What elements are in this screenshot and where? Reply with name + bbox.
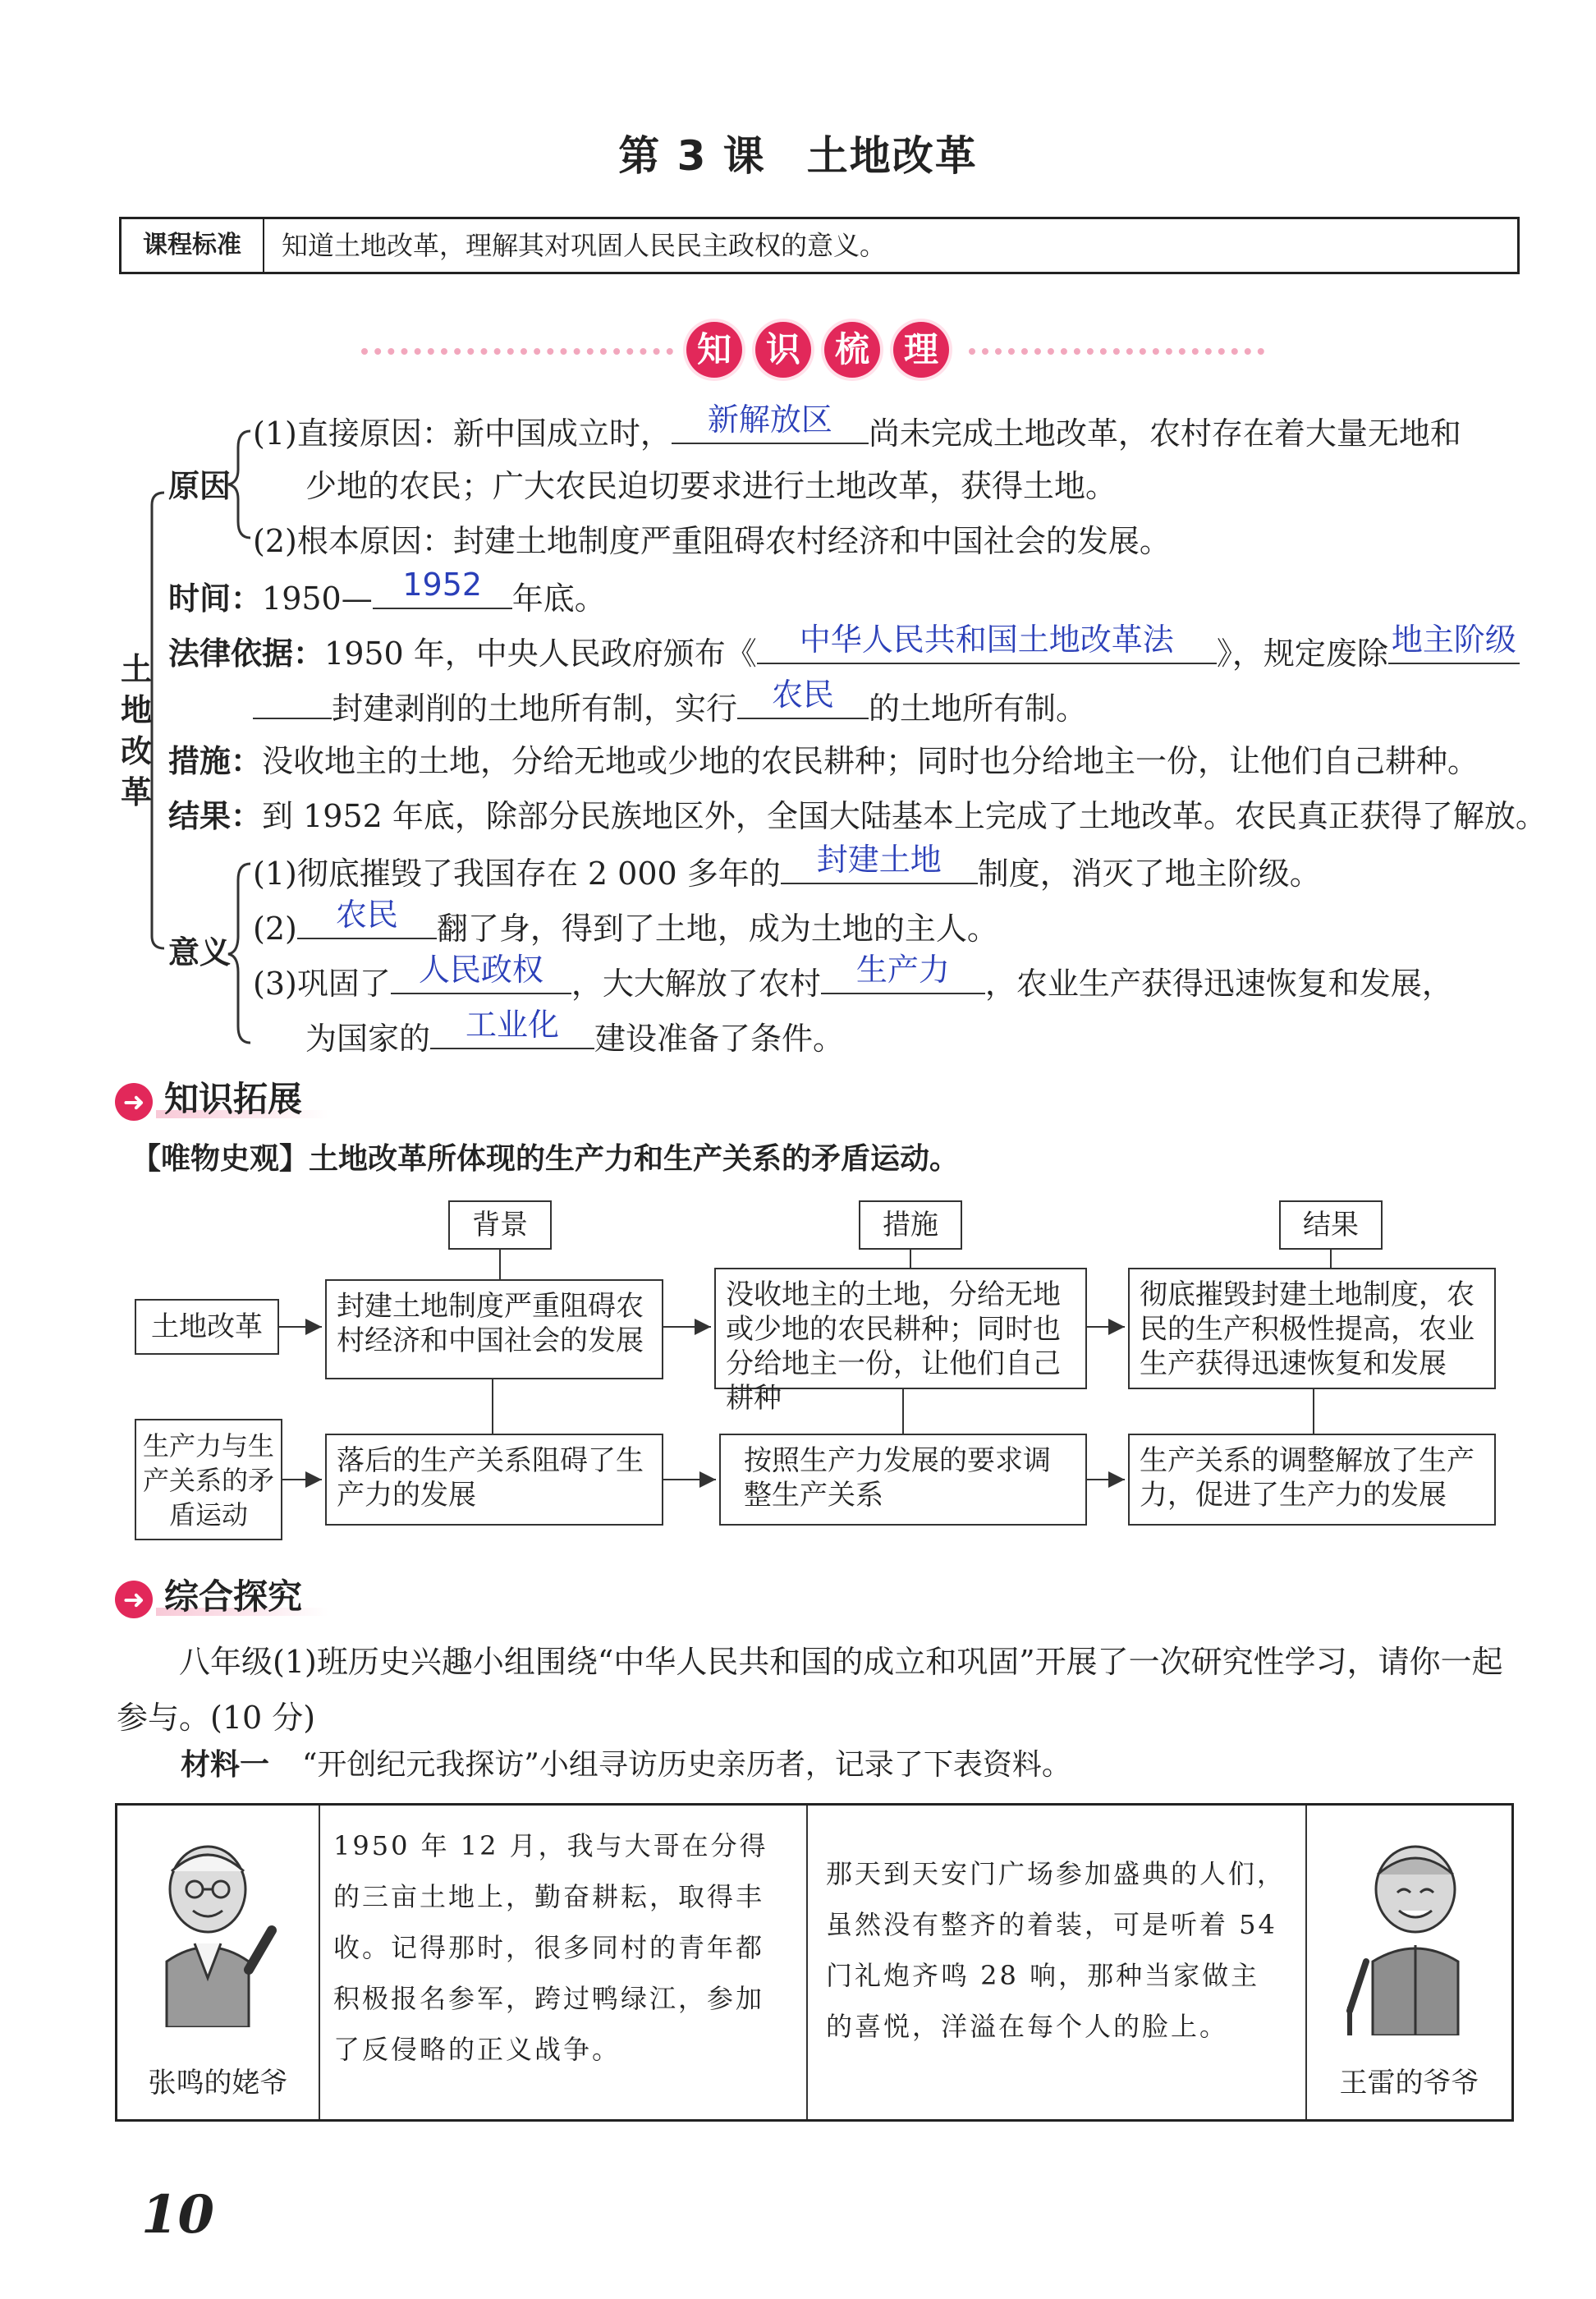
header-measures: 措施: [859, 1200, 962, 1250]
inquiry-intro: 八年级(1)班历史兴趣小组围绕“中华人民共和国的成立和巩固”开展了一次研究性学习，请你一起参与。(10 分): [117, 1644, 1503, 1736]
standard-label: 课程标准: [122, 219, 264, 272]
text: 1950 年，中央人民政府颁布《: [324, 636, 757, 672]
answer-blank: [757, 622, 1217, 664]
page-number: 10: [141, 2184, 215, 2246]
cause-1-line: [253, 402, 1461, 452]
answer-text: 中华人民共和国土地改革法: [799, 622, 1174, 658]
topic-char: 土: [120, 651, 152, 687]
meaning-3-cont: [305, 1007, 845, 1057]
header-results: 结果: [1279, 1200, 1383, 1250]
outline-topic: [118, 649, 154, 813]
lesson-name: 土地改革: [806, 132, 978, 180]
topic-char: 革: [120, 774, 152, 810]
flow-box: 封建土地制度严重阻碍农村经济和中国社会的发展: [325, 1279, 663, 1379]
law-label: 法律依据：: [168, 636, 325, 672]
grandpa-illustration: [142, 1838, 290, 2027]
dotted-divider-right: [969, 348, 1264, 355]
meaning-1: [253, 842, 1321, 892]
text: 1950—: [262, 580, 373, 617]
answer-blank: [672, 402, 869, 444]
right-person-name: 王雷的爷爷: [1339, 2067, 1479, 2099]
answer-blank: [297, 897, 437, 939]
flow-box: 生产关系的调整解放了生产力，促进了生产力的发展: [1128, 1434, 1496, 1526]
lesson-number: 第 3 课: [618, 132, 766, 180]
answer-blank: [1388, 622, 1520, 664]
curriculum-standard-box: [119, 217, 1520, 274]
text: 翻了身，得到了土地，成为土地的主人。: [436, 911, 998, 947]
text: (1)彻底摧毁了我国存在 2 000 多年的: [253, 856, 781, 892]
grandfather-illustration: [1333, 1838, 1489, 2035]
law-line: [168, 622, 1520, 672]
answer-blank-cont: [253, 688, 332, 719]
lesson-title: [0, 123, 1596, 182]
standard-text: 知道土地改革，理解其对巩固人民民主政权的意义。: [282, 230, 887, 261]
text: 建设准备了条件。: [594, 1021, 845, 1057]
answer-blank: [373, 567, 512, 609]
text: ，农业生产获得迅速恢复和发展，: [984, 966, 1453, 1002]
material-label: 材料一: [181, 1748, 270, 1782]
arrow-right-icon: ➜: [115, 1083, 153, 1121]
flow-box: 没收地主的土地，分给无地或少地的农民耕种；同时也分给地主一份，让他们自己耕种: [714, 1268, 1087, 1389]
answer-text: 新解放区: [707, 402, 832, 438]
answer-blank: [391, 952, 571, 994]
meaning-2: [253, 897, 998, 947]
knowledge-title-char: 知: [686, 322, 742, 378]
knowledge-title-char: 识: [755, 322, 811, 378]
left-person-cell: [117, 1806, 320, 2119]
meaning-3: [253, 952, 1453, 1002]
result-text: 到 1952 年底，除部分民族地区外，全国大陆基本上完成了土地改革。农民真正获得了解放。: [262, 798, 1547, 834]
flow-box: 落后的生产关系阻碍了生产力的发展: [325, 1434, 663, 1526]
right-quote: 那天到天安门广场参加盛典的人们，虽然没有整齐的着装，可是听着 54 门礼炮齐鸣 28 响，那种当家做主的喜悦，洋溢在每个人的脸上。: [808, 1806, 1307, 2119]
text: 制度，消灭了地主阶级。: [977, 856, 1321, 892]
extension-heading: [115, 1072, 302, 1122]
cause-2-line: (2)根本原因：封建土地制度严重阻碍农村经济和中国社会的发展。: [253, 523, 1171, 559]
row-label-contradiction: 生产力与生产关系的矛盾运动: [135, 1419, 282, 1540]
row-label-land-reform: 土地改革: [135, 1299, 279, 1355]
cause-label: 原因: [168, 468, 232, 504]
answer-blank: [781, 842, 978, 884]
measure-text: 没收地主的土地，分给无地或少地的农民耕种；同时也分给地主一份，让他们自己耕种。: [262, 743, 1479, 779]
text: 为国家的: [305, 1021, 431, 1057]
answer-text: 农民: [772, 677, 835, 713]
material-line: [181, 1747, 1071, 1783]
answer-text: 1952: [402, 567, 483, 603]
cause-1-cont: 少地的农民；广大农民迫切要求进行土地改革，获得土地。: [305, 468, 1117, 504]
measure-label: 措施：: [168, 743, 263, 779]
text: (3)巩固了: [253, 966, 391, 1002]
text: 》，规定废除: [1216, 636, 1388, 672]
text: 封建剥削的土地所有制，实行: [332, 691, 738, 727]
dotted-divider-left: [361, 348, 673, 355]
result-label: 结果：: [168, 798, 263, 834]
answer-text: 工业化: [466, 1007, 560, 1043]
flow-box: 按照生产力发展的要求调整生产关系: [719, 1434, 1087, 1526]
answer-blank: [430, 1007, 594, 1049]
answer-text: 农民: [335, 897, 398, 933]
answer-blank: [821, 952, 985, 994]
text: 的土地所有制。: [869, 691, 1088, 727]
extension-subtitle: 【唯物史观】土地改革所体现的生产力和生产关系的矛盾运动。: [131, 1142, 960, 1176]
inquiry-heading: [115, 1570, 302, 1619]
topic-char: 改: [120, 733, 152, 769]
text: (1)直接原因：新中国成立时，: [253, 415, 672, 452]
header-background: 背景: [448, 1200, 552, 1250]
time-label: 时间：: [168, 580, 263, 617]
measure-line: [168, 743, 1479, 779]
answer-text: 封建土地: [816, 842, 942, 878]
answer-blank: [737, 677, 869, 719]
left-person-name: 张鸣的姥爷: [148, 2067, 288, 2099]
text: 尚未完成土地改革，农村存在着大量无地和: [868, 415, 1461, 452]
answer-text: 地主阶级: [1391, 622, 1516, 658]
extension-title: 知识拓展: [164, 1079, 303, 1119]
text: ，大大解放了农村: [571, 966, 821, 1002]
material-text: “开创纪元我探访”小组寻访历史亲历者，记录了下表资料。: [302, 1748, 1071, 1782]
result-line: [168, 798, 1547, 834]
knowledge-title-char: 理: [893, 322, 949, 378]
answer-text: 生产力: [855, 952, 950, 988]
answer-text: 人民政权: [418, 952, 543, 988]
time-line: [168, 567, 606, 617]
left-quote: 1950 年 12 月，我与大哥在分得的三亩土地上，勤奋耕耘，取得丰收。记得那时，很多同村的青年都积极报名参军，跨过鸭绿江，参加了反侵略的正义战争。: [319, 1806, 808, 2119]
text: 年底。: [511, 580, 606, 617]
law-line-2: [253, 677, 1088, 727]
material-table: [115, 1803, 1514, 2122]
meaning-label: 意义: [168, 934, 232, 971]
topic-char: 地: [120, 692, 152, 728]
arrow-right-icon: ➜: [115, 1581, 153, 1618]
inquiry-title: 综合探究: [164, 1576, 303, 1617]
knowledge-title-char: 梳: [824, 322, 880, 378]
right-person-cell: [1307, 1806, 1511, 2119]
flow-box: 彻底摧毁封建土地制度，农民的生产积极性提高，农业生产获得迅速恢复和发展: [1128, 1268, 1496, 1389]
text: (2): [253, 911, 297, 947]
